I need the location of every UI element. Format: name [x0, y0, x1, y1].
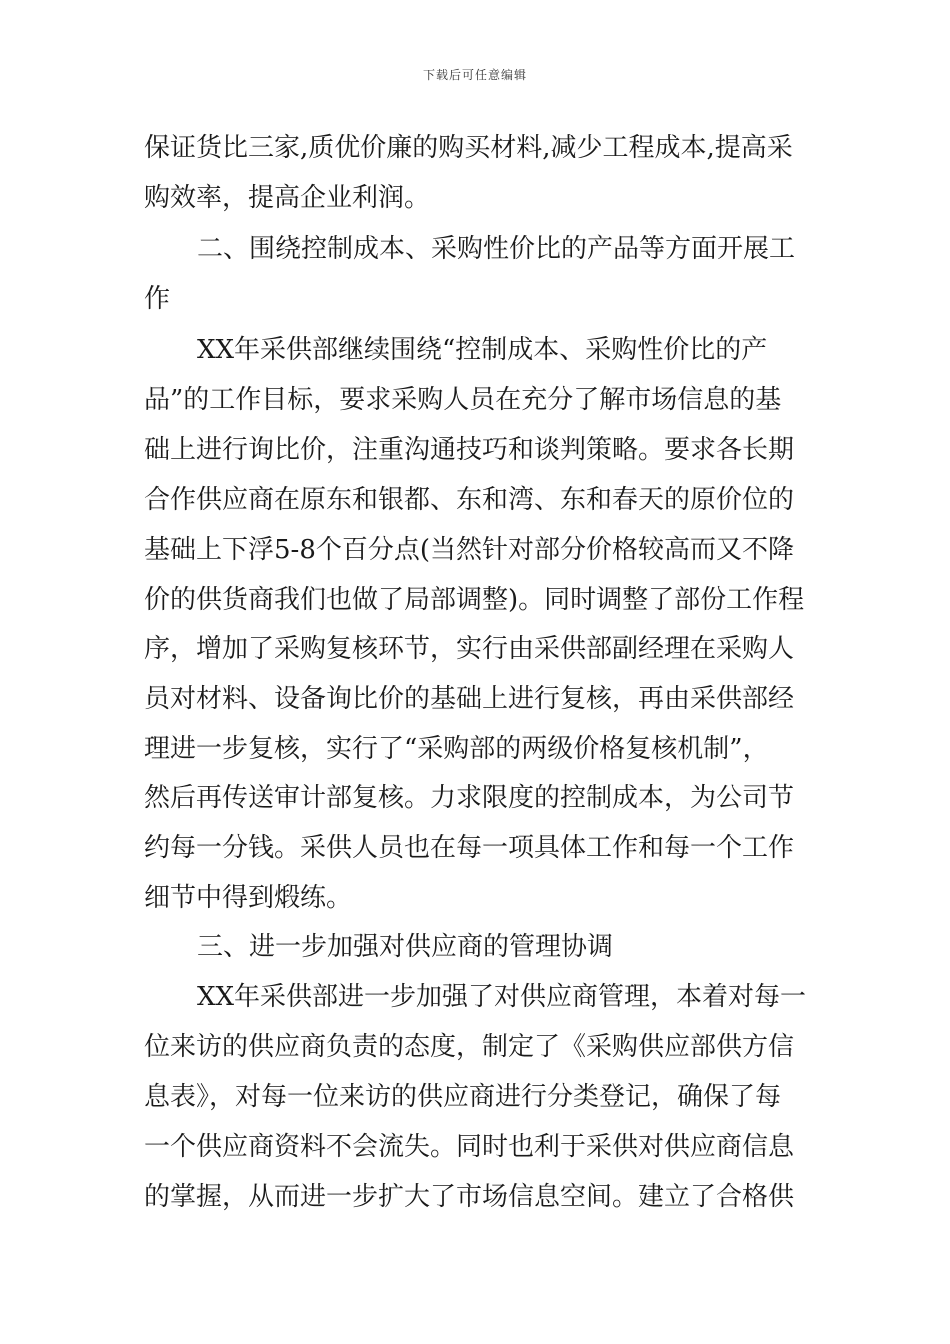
text-line: 基础上下浮5-8个百分点(当然针对部分价格较高而又不降	[144, 535, 795, 565]
section-heading-continued: 作	[144, 284, 171, 314]
text-line: 位来访的供应商负责的态度，制定了《采购供应部供方信	[144, 1032, 795, 1062]
text-line: 理进一步复核，实行了“采购部的两级价格复核机制”，	[144, 734, 769, 764]
text-line: 购效率，提高企业利润。	[144, 183, 431, 213]
text-line: 员对材料、设备询比价的基础上进行复核，再由采供部经	[144, 684, 795, 714]
page-header: 下载后可任意编辑	[422, 68, 527, 82]
text-line: 的掌握，从而进一步扩大了市场信息空间。建立了合格供	[144, 1182, 795, 1212]
text-line: 保证货比三家,质优价廉的购买材料,减少工程成本,提高采	[144, 133, 793, 163]
text-line: 然后再传送审计部复核。力求限度的控制成本，为公司节	[144, 783, 795, 813]
text-line: 价的供货商我们也做了局部调整)。同时调整了部份工作程	[144, 585, 805, 615]
section-heading: 二、围绕控制成本、采购性价比的产品等方面开展工	[197, 234, 796, 264]
text-line: 合作供应商在原东和银都、东和湾、东和春天的原价位的	[144, 485, 795, 515]
text-line: 础上进行询比价，注重沟通技巧和谈判策略。要求各长期	[144, 435, 795, 465]
text-line: 细节中得到煅练。	[144, 883, 353, 913]
section-heading: 三、进一步加强对供应商的管理协调	[197, 932, 614, 962]
text-line: 序，增加了采购复核环节，实行由采供部副经理在采购人	[144, 634, 795, 664]
text-line: 约每一分钱。采供人员也在每一项具体工作和每一个工作	[144, 833, 795, 863]
text-line: 一个供应商资料不会流失。同时也利于采供对供应商信息	[144, 1132, 795, 1162]
text-line: 息表》，对每一位来访的供应商进行分类登记，确保了每	[144, 1082, 782, 1112]
text-line: 品”的工作目标，要求采购人员在充分了解市场信息的基	[144, 385, 782, 415]
text-line: XX年采供部继续围绕“控制成本、采购性价比的产	[197, 335, 768, 365]
text-line: XX年采供部进一步加强了对供应商管理，本着对每一	[197, 982, 807, 1012]
